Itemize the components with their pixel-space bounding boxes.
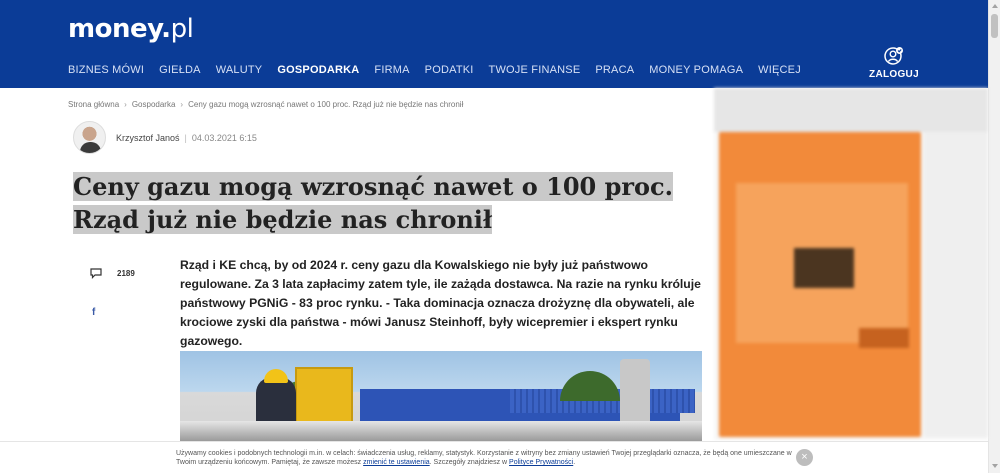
nav-item-twoje-finanse[interactable]: TWOJE FINANSE: [488, 64, 581, 76]
login-label: ZALOGUJ: [869, 69, 919, 80]
scroll-up-arrow-icon[interactable]: [992, 4, 998, 8]
author-name[interactable]: Krzysztof Janoś: [116, 133, 180, 143]
breadcrumb-home[interactable]: Strona główna: [68, 100, 120, 109]
nav-item-praca[interactable]: PRACA: [595, 64, 635, 76]
cookie-settings-link[interactable]: zmienić te ustawienia: [363, 459, 430, 466]
cookie-text: Używamy cookies i podobnych technologii m.in. w celach: świadczenia usług, reklamy, statystyk. Korzystanie z witryny bez zmiany ustawień Twojej przeglądarki oznacza, że będą one umieszczane w Twoim urządzeniu końcowym. Pamiętaj, że zawsze możesz zmienić te ustawienia. Szczegóły znajdziesz w Polityce Prywatności.: [176, 450, 792, 466]
nav-item-money-pomaga[interactable]: MONEY POMAGA: [649, 64, 744, 76]
author-avatar[interactable]: [73, 121, 106, 154]
site-header: [0, 0, 988, 88]
close-icon[interactable]: ×: [796, 449, 813, 466]
nav-item-waluty[interactable]: WALUTY: [215, 64, 263, 76]
breadcrumb-separator: ›: [124, 100, 127, 109]
breadcrumb: [68, 100, 463, 109]
site-logo[interactable]: money.pl: [68, 14, 194, 44]
breadcrumb-separator: ›: [180, 100, 184, 109]
login-button[interactable]: [866, 46, 922, 80]
comment-count[interactable]: 2189: [117, 269, 135, 278]
page-scrollbar[interactable]: [988, 0, 1000, 473]
author-line: Krzysztof Janoś | 04.03.2021 6:15: [116, 133, 257, 143]
article-lead: Rząd i KE chcą, by od 2024 r. ceny gazu dla Kowalskiego nie były już państwowo regulowane. Za 3 lata zapłacimy zatem tyle, ile zażąda dostawca. Na razie na rynku króluje państwowy PGNiG - 83 proc rynku. - Taka dominacja oznacza drożyznę dla obywateli, ale krociowe zyski dla państwa - mówi Janusz Steinhoff, były wicepremier i ekspert rynku gazowego.: [180, 258, 701, 348]
scrollbar-thumb[interactable]: [991, 14, 998, 38]
privacy-policy-link[interactable]: Polityce Prywatności: [509, 459, 574, 466]
nav-item-gielda[interactable]: GIEŁDA: [159, 64, 201, 76]
user-icon: [884, 46, 904, 66]
nav-item-firma[interactable]: FIRMA: [374, 64, 410, 76]
article-title: Ceny gazu mogą wzrosnąć nawet o 100 proc. Rząd już nie będzie nas chronił: [73, 172, 673, 234]
comment-icon[interactable]: [90, 268, 102, 279]
breadcrumb-current: Ceny gazu mogą wzrosnąć nawet o 100 proc. Rząd już nie będzie nas chronił: [188, 100, 464, 109]
nav-item-gospodarka[interactable]: GOSPODARKA: [277, 64, 360, 76]
advertisement[interactable]: [714, 88, 988, 440]
cookie-bar: [0, 441, 988, 473]
nav-item-wiecej[interactable]: WIĘCEJ: [758, 64, 801, 76]
breadcrumb-gospodarka[interactable]: Gospodarka: [131, 100, 176, 109]
nav-item-podatki[interactable]: PODATKI: [424, 64, 474, 76]
scroll-down-arrow-icon[interactable]: [992, 464, 998, 468]
article-photo: [180, 351, 702, 441]
publish-date: 04.03.2021 6:15: [191, 133, 257, 143]
facebook-icon[interactable]: f: [92, 307, 96, 318]
nav-item-biznes-mowi[interactable]: BIZNES MÓWI: [68, 64, 145, 76]
main-nav: [68, 64, 816, 76]
